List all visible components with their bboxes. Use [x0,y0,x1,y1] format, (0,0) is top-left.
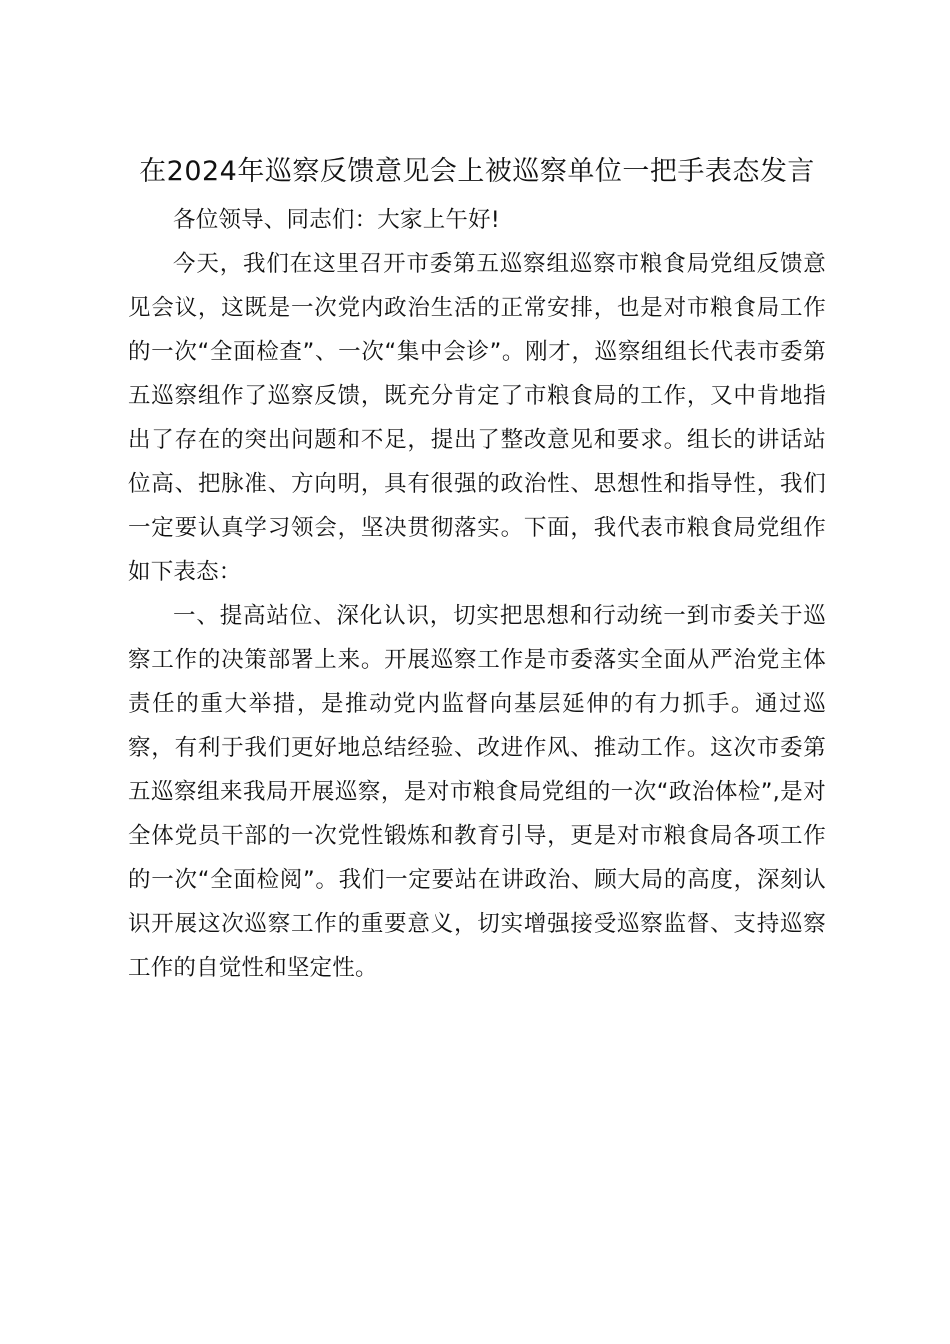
document-body [128,150,826,990]
document-title: 在2024年巡察反馈意见会上被巡察单位一把手表态发言 [139,156,815,187]
paragraph-opening: 今天，我们在这里召开市委第五巡察组巡察市粮食局党组反馈意见会议，这既是一次党内政治生活的正常安排，也是对市粮食局工作的一次“全面检查”、一次“集中会诊”。刚才，巡察组组长代表市委第五巡察组作了巡察反馈，既充分肯定了市粮食局的工作，又中肯地指出了存在的突出问题和不足，提出了整改意见和要求。组长的讲话站位高、把脉准、方向明，具有很强的政治性、思想性和指导性，我们一定要认真学习领会，坚决贯彻落实。下面，我代表市粮食局党组作如下表态： [128,251,826,585]
paragraph-point-one: 一、提高站位、深化认识，切实把思想和行动统一到市委关于巡察工作的决策部署上来。开展巡察工作是市委落实全面从严治党主体责任的重大举措，是推动党内监督向基层延伸的有力抓手。通过巡察，有利于我们更好地总结经验、改进作风、推动工作。这次市委第五巡察组来我局开展巡察，是对市粮食局党组的一次“政治体检”,是对全体党员干部的一次党性锻炼和教育引导，更是对市粮食局各项工作的一次“全面检阅”。我们一定要站在讲政治、顾大局的高度，深刻认识开展这次巡察工作的重要意义，切实增强接受巡察监督、支持巡察工作的自觉性和坚定性。 [128,603,826,981]
greeting-line: 各位领导、同志们：大家上午好! [173,207,501,233]
